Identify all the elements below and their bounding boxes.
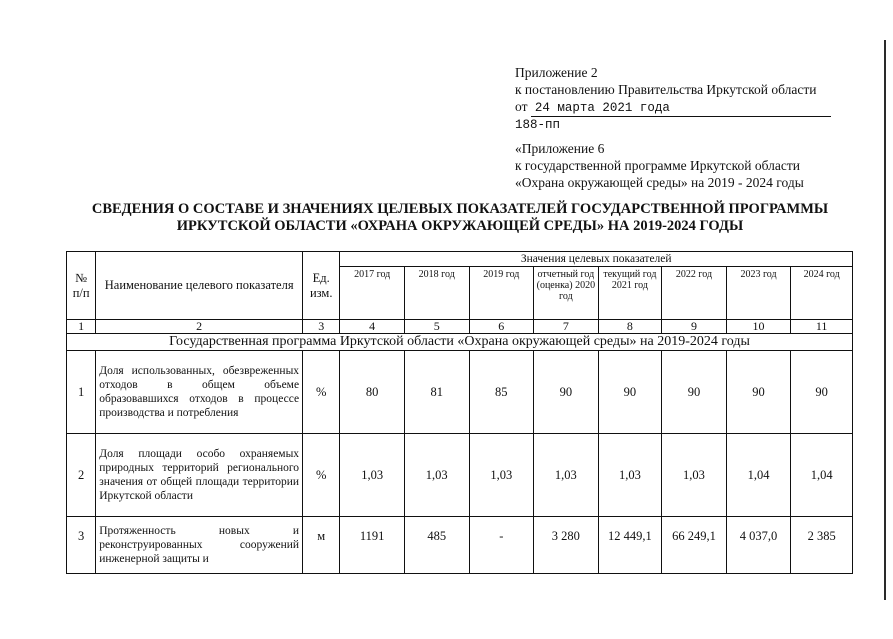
indicator-unit: м <box>303 517 340 574</box>
value-cell: 90 <box>598 351 662 434</box>
value-cell: 12 449,1 <box>598 517 662 574</box>
value-cell: 4 037,0 <box>726 517 791 574</box>
document-title <box>60 201 860 235</box>
column-number: 10 <box>726 320 791 334</box>
header-year: 2018 год <box>404 267 469 320</box>
value-cell: 2 385 <box>791 517 853 574</box>
value-cell: 1,03 <box>340 434 405 517</box>
value-cell: 1,03 <box>662 434 727 517</box>
resolution-date <box>515 98 855 117</box>
value-cell: 3 280 <box>534 517 599 574</box>
value-cell: 66 249,1 <box>662 517 727 574</box>
header-year: 2022 год <box>662 267 727 320</box>
header-values-group: Значения целевых показателей <box>340 252 853 267</box>
value-cell: 1,04 <box>791 434 853 517</box>
column-number: 9 <box>662 320 727 334</box>
value-cell: 90 <box>662 351 727 434</box>
column-number: 7 <box>534 320 599 334</box>
column-number: 3 <box>303 320 340 334</box>
program-reference: к государственной программе Иркутской области <box>515 158 801 173</box>
row-no: 1 <box>67 351 96 434</box>
table-row <box>67 351 853 434</box>
value-cell: 1,03 <box>598 434 662 517</box>
header-year: 2019 год <box>469 267 534 320</box>
program-row <box>67 334 853 351</box>
indicator-name: Протяженность новых и реконструированных сооружений инженерной защиты и <box>96 517 303 574</box>
header-year: текущий год 2021 год <box>598 267 662 320</box>
value-cell: - <box>469 517 534 574</box>
header-year: 2024 год <box>791 267 853 320</box>
value-cell: 1,04 <box>726 434 791 517</box>
program-name: «Охрана окружающей среды» на 2019 - 2024 годы <box>515 175 804 190</box>
value-cell: 90 <box>791 351 853 434</box>
value-cell: 81 <box>404 351 469 434</box>
indicator-unit: % <box>303 434 340 517</box>
column-number: 5 <box>404 320 469 334</box>
row-no: 3 <box>67 517 96 574</box>
column-number-row <box>67 320 853 334</box>
program-appendix-title: «Приложение 6 <box>515 141 605 156</box>
value-cell: 1191 <box>340 517 405 574</box>
table-row <box>67 434 853 517</box>
resolution-reference: к постановлению Правительства Иркутской области <box>515 82 817 97</box>
column-number: 4 <box>340 320 405 334</box>
header-no: № п/п <box>67 252 96 320</box>
row-no: 2 <box>67 434 96 517</box>
column-number: 1 <box>67 320 96 334</box>
indicator-name: Доля использованных, обезвреженных отходов в общем объеме образовавшихся отходов в процессе производства и потребления <box>96 351 303 434</box>
column-number: 8 <box>598 320 662 334</box>
indicators-table <box>66 251 853 574</box>
column-number: 6 <box>469 320 534 334</box>
value-cell: 485 <box>404 517 469 574</box>
program-row-title: Государственная программа Иркутской области «Охрана окружающей среды» на 2019-2024 годы <box>67 334 853 351</box>
title-line-1: СВЕДЕНИЯ О СОСТАВЕ И ЗНАЧЕНИЯХ ЦЕЛЕВЫХ ПОКАЗАТЕЛЕЙ ГОСУДАРСТВЕННОЙ ПРОГРАММЫ <box>91 201 829 217</box>
table-row <box>67 517 853 574</box>
value-cell: 85 <box>469 351 534 434</box>
header-year: отчетный год (оценка) 2020 год <box>534 267 599 320</box>
value-cell: 80 <box>340 351 405 434</box>
value-cell: 90 <box>534 351 599 434</box>
value-cell: 1,03 <box>404 434 469 517</box>
appendix-header <box>515 64 855 191</box>
date-value: 24 марта 2021 года <box>531 101 831 117</box>
column-number: 11 <box>791 320 853 334</box>
value-cell: 90 <box>726 351 791 434</box>
resolution-number: 188-пп <box>515 118 561 132</box>
title-line-2: ИРКУТСКОЙ ОБЛАСТИ «ОХРАНА ОКРУЖАЮЩЕЙ СРЕДЫ» НА 2019-2024 ГОДЫ <box>176 218 744 234</box>
column-number: 2 <box>96 320 303 334</box>
header-name: Наименование целевого показателя <box>96 252 303 320</box>
value-cell: 1,03 <box>469 434 534 517</box>
page-edge-line <box>884 40 886 600</box>
header-year: 2023 год <box>726 267 791 320</box>
table-header-row <box>67 252 853 267</box>
date-prefix: от <box>515 99 528 114</box>
header-year: 2017 год <box>340 267 405 320</box>
header-unit: Ед. изм. <box>303 252 340 320</box>
indicator-unit: % <box>303 351 340 434</box>
value-cell: 1,03 <box>534 434 599 517</box>
appendix-title: Приложение 2 <box>515 65 598 80</box>
indicator-name: Доля площади особо охраняемых природных территорий регионального значения от общей площади территории Иркутской области <box>96 434 303 517</box>
